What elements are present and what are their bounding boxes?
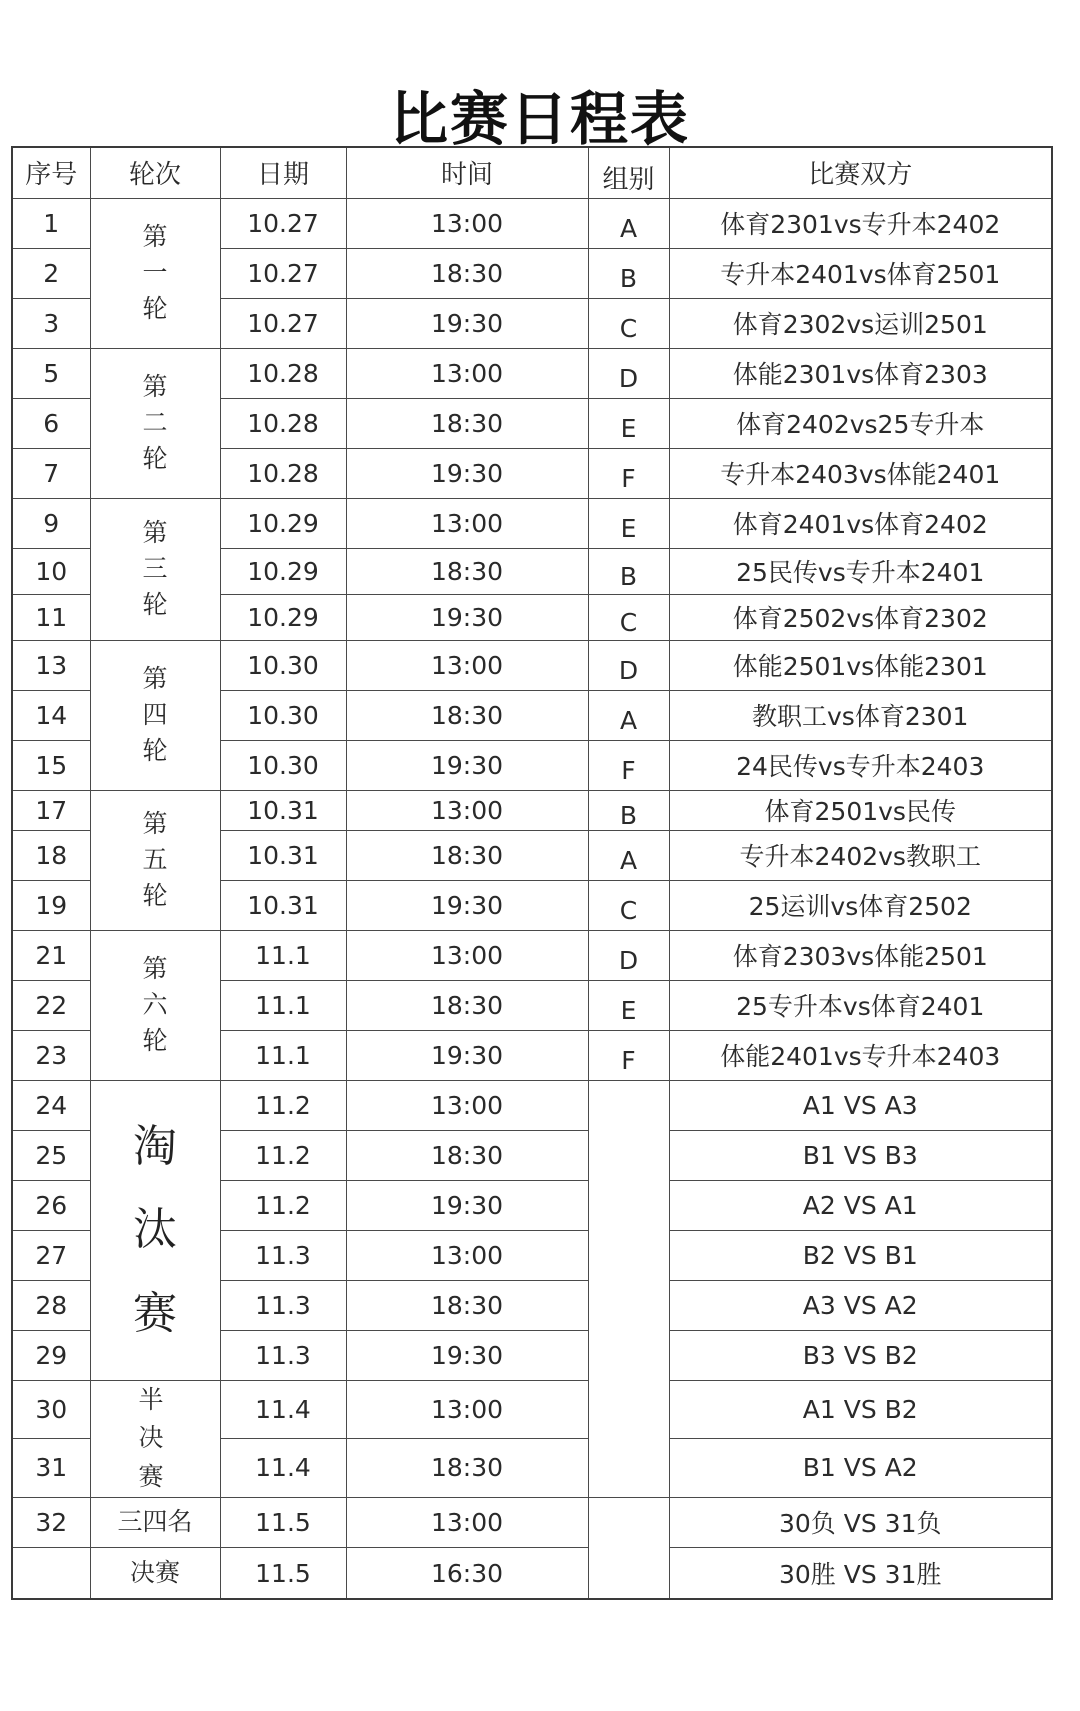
match-group: D	[588, 930, 669, 980]
match-date: 10.27	[220, 298, 346, 348]
match-group: F	[588, 1030, 669, 1080]
match-group: E	[588, 498, 669, 548]
row-index: 31	[12, 1439, 90, 1498]
match-group: A	[588, 690, 669, 740]
match-teams: A1 VS B2	[669, 1380, 1052, 1439]
round-label: 第三轮	[142, 517, 168, 620]
match-date: 10.31	[220, 880, 346, 930]
round-label-cell	[90, 498, 220, 640]
match-group: D	[588, 640, 669, 690]
header-row	[12, 147, 1052, 198]
match-time: 13:00	[346, 930, 588, 980]
match-time: 18:30	[346, 248, 588, 298]
match-time: 16:30	[346, 1547, 588, 1599]
round-label: 第五轮	[142, 808, 168, 911]
round-label: 第四轮	[142, 663, 168, 766]
match-date: 11.1	[220, 930, 346, 980]
match-teams: 体育2401vs体育2402	[669, 498, 1052, 548]
match-date: 11.2	[220, 1080, 346, 1130]
match-teams: B1 VS B3	[669, 1130, 1052, 1180]
match-teams: 教职工vs体育2301	[669, 690, 1052, 740]
match-group: E	[588, 980, 669, 1030]
row-index: 26	[12, 1180, 90, 1230]
table-row	[12, 640, 1052, 690]
match-date: 11.3	[220, 1230, 346, 1280]
match-teams: B2 VS B1	[669, 1230, 1052, 1280]
match-teams: A3 VS A2	[669, 1280, 1052, 1330]
match-teams: 25民传vs专升本2401	[669, 548, 1052, 594]
row-index: 27	[12, 1230, 90, 1280]
match-group: C	[588, 298, 669, 348]
row-index: 2	[12, 248, 90, 298]
table-row	[12, 790, 1052, 830]
match-time: 18:30	[346, 1130, 588, 1180]
match-date: 10.29	[220, 548, 346, 594]
table-row	[12, 1497, 1052, 1547]
match-time: 13:00	[346, 198, 588, 248]
row-index: 30	[12, 1380, 90, 1439]
match-time: 19:30	[346, 1180, 588, 1230]
round-label: 第一轮	[142, 221, 168, 324]
match-teams: 25专升本vs体育2401	[669, 980, 1052, 1030]
match-time: 13:00	[346, 1380, 588, 1439]
match-time: 13:00	[346, 1497, 588, 1547]
match-date: 10.27	[220, 198, 346, 248]
match-teams: 专升本2403vs体能2401	[669, 448, 1052, 498]
row-index: 6	[12, 398, 90, 448]
match-teams: 体育2303vs体能2501	[669, 930, 1052, 980]
match-date: 10.27	[220, 248, 346, 298]
match-date: 10.30	[220, 690, 346, 740]
match-date: 10.31	[220, 790, 346, 830]
match-teams: A2 VS A1	[669, 1180, 1052, 1230]
match-teams: 体育2402vs25专升本	[669, 398, 1052, 448]
row-index: 21	[12, 930, 90, 980]
match-date: 10.28	[220, 398, 346, 448]
match-date: 11.3	[220, 1280, 346, 1330]
match-date: 11.5	[220, 1497, 346, 1547]
match-time: 18:30	[346, 980, 588, 1030]
row-index: 5	[12, 348, 90, 398]
match-group: F	[588, 740, 669, 790]
match-group: B	[588, 548, 669, 594]
round-label: 第六轮	[142, 953, 168, 1056]
match-group: A	[588, 198, 669, 248]
table-row	[12, 1080, 1052, 1130]
match-time: 19:30	[346, 298, 588, 348]
round-label: 淘汰赛	[133, 1120, 177, 1339]
match-date: 11.1	[220, 980, 346, 1030]
round-label: 半决赛	[138, 1384, 172, 1491]
match-teams: 体能2501vs体能2301	[669, 640, 1052, 690]
row-index: 15	[12, 740, 90, 790]
header-round: 轮次	[90, 147, 220, 198]
match-time: 13:00	[346, 790, 588, 830]
row-index: 28	[12, 1280, 90, 1330]
table-row	[12, 930, 1052, 980]
round-label-cell	[90, 198, 220, 348]
round-label: 三四名	[117, 1507, 193, 1537]
table-row	[12, 348, 1052, 398]
header-index: 序号	[12, 147, 90, 198]
match-time: 19:30	[346, 880, 588, 930]
match-teams: 体能2401vs专升本2403	[669, 1030, 1052, 1080]
match-date: 11.5	[220, 1547, 346, 1599]
match-teams: 体育2502vs体育2302	[669, 594, 1052, 640]
row-index: 11	[12, 594, 90, 640]
match-date: 10.28	[220, 448, 346, 498]
round-label-cell	[90, 1080, 220, 1380]
round-label: 决赛	[129, 1557, 180, 1587]
match-group: A	[588, 830, 669, 880]
round-label-cell	[90, 1547, 220, 1599]
match-date: 10.28	[220, 348, 346, 398]
match-time: 13:00	[346, 640, 588, 690]
match-time: 13:00	[346, 1230, 588, 1280]
row-index: 32	[12, 1497, 90, 1547]
row-index	[12, 1547, 90, 1599]
match-date: 10.29	[220, 594, 346, 640]
round-label-cell	[90, 348, 220, 498]
schedule-table	[11, 146, 1053, 1600]
match-date: 10.30	[220, 640, 346, 690]
round-label-cell	[90, 1380, 220, 1497]
match-time: 19:30	[346, 740, 588, 790]
table-row	[12, 1547, 1052, 1599]
row-index: 23	[12, 1030, 90, 1080]
match-time: 18:30	[346, 548, 588, 594]
row-index: 25	[12, 1130, 90, 1180]
match-group	[588, 1080, 669, 1497]
match-time: 18:30	[346, 830, 588, 880]
match-date: 10.29	[220, 498, 346, 548]
round-label: 第二轮	[142, 371, 168, 474]
row-index: 24	[12, 1080, 90, 1130]
match-date: 10.30	[220, 740, 346, 790]
match-teams: 体育2301vs专升本2402	[669, 198, 1052, 248]
row-index: 9	[12, 498, 90, 548]
match-group: B	[588, 790, 669, 830]
page-title: 比赛日程表	[389, 85, 690, 153]
match-date: 11.3	[220, 1330, 346, 1380]
row-index: 1	[12, 198, 90, 248]
match-date: 11.1	[220, 1030, 346, 1080]
row-index: 17	[12, 790, 90, 830]
match-teams: B1 VS A2	[669, 1439, 1052, 1498]
match-time: 18:30	[346, 398, 588, 448]
match-group: F	[588, 448, 669, 498]
match-teams: A1 VS A3	[669, 1080, 1052, 1130]
table-row	[12, 1380, 1052, 1439]
match-teams: 30胜 VS 31胜	[669, 1547, 1052, 1599]
match-time: 13:00	[346, 498, 588, 548]
row-index: 18	[12, 830, 90, 880]
match-teams: 体能2301vs体育2303	[669, 348, 1052, 398]
match-time: 18:30	[346, 1439, 588, 1498]
row-index: 19	[12, 880, 90, 930]
match-teams: 24民传vs专升本2403	[669, 740, 1052, 790]
match-time: 19:30	[346, 1030, 588, 1080]
match-time: 18:30	[346, 1280, 588, 1330]
match-time: 18:30	[346, 690, 588, 740]
round-label-cell	[90, 790, 220, 930]
match-time: 19:30	[346, 594, 588, 640]
match-teams: 体育2501vs民传	[669, 790, 1052, 830]
round-label-cell	[90, 640, 220, 790]
match-teams: B3 VS B2	[669, 1330, 1052, 1380]
header-group: 组别	[588, 147, 669, 198]
match-time: 13:00	[346, 1080, 588, 1130]
match-date: 11.4	[220, 1439, 346, 1498]
schedule-body	[12, 198, 1052, 1599]
row-index: 22	[12, 980, 90, 1030]
match-date: 11.2	[220, 1130, 346, 1180]
match-group: C	[588, 594, 669, 640]
row-index: 3	[12, 298, 90, 348]
row-index: 29	[12, 1330, 90, 1380]
match-group: E	[588, 398, 669, 448]
match-time: 19:30	[346, 1330, 588, 1380]
match-teams: 专升本2402vs教职工	[669, 830, 1052, 880]
match-date: 10.31	[220, 830, 346, 880]
round-label-cell	[90, 930, 220, 1080]
match-group: D	[588, 348, 669, 398]
match-teams: 专升本2401vs体育2501	[669, 248, 1052, 298]
round-label-cell	[90, 1497, 220, 1547]
match-date: 11.2	[220, 1180, 346, 1230]
match-teams: 25运训vs体育2502	[669, 880, 1052, 930]
header-teams: 比赛双方	[669, 147, 1052, 198]
match-group: B	[588, 248, 669, 298]
match-group	[588, 1497, 669, 1599]
row-index: 14	[12, 690, 90, 740]
match-time: 13:00	[346, 348, 588, 398]
match-date: 11.4	[220, 1380, 346, 1439]
match-teams: 30负 VS 31负	[669, 1497, 1052, 1547]
row-index: 10	[12, 548, 90, 594]
table-row	[12, 198, 1052, 248]
match-time: 19:30	[346, 448, 588, 498]
header-time: 时间	[346, 147, 588, 198]
match-group: C	[588, 880, 669, 930]
table-row	[12, 498, 1052, 548]
row-index: 13	[12, 640, 90, 690]
header-date: 日期	[220, 147, 346, 198]
match-teams: 体育2302vs运训2501	[669, 298, 1052, 348]
row-index: 7	[12, 448, 90, 498]
